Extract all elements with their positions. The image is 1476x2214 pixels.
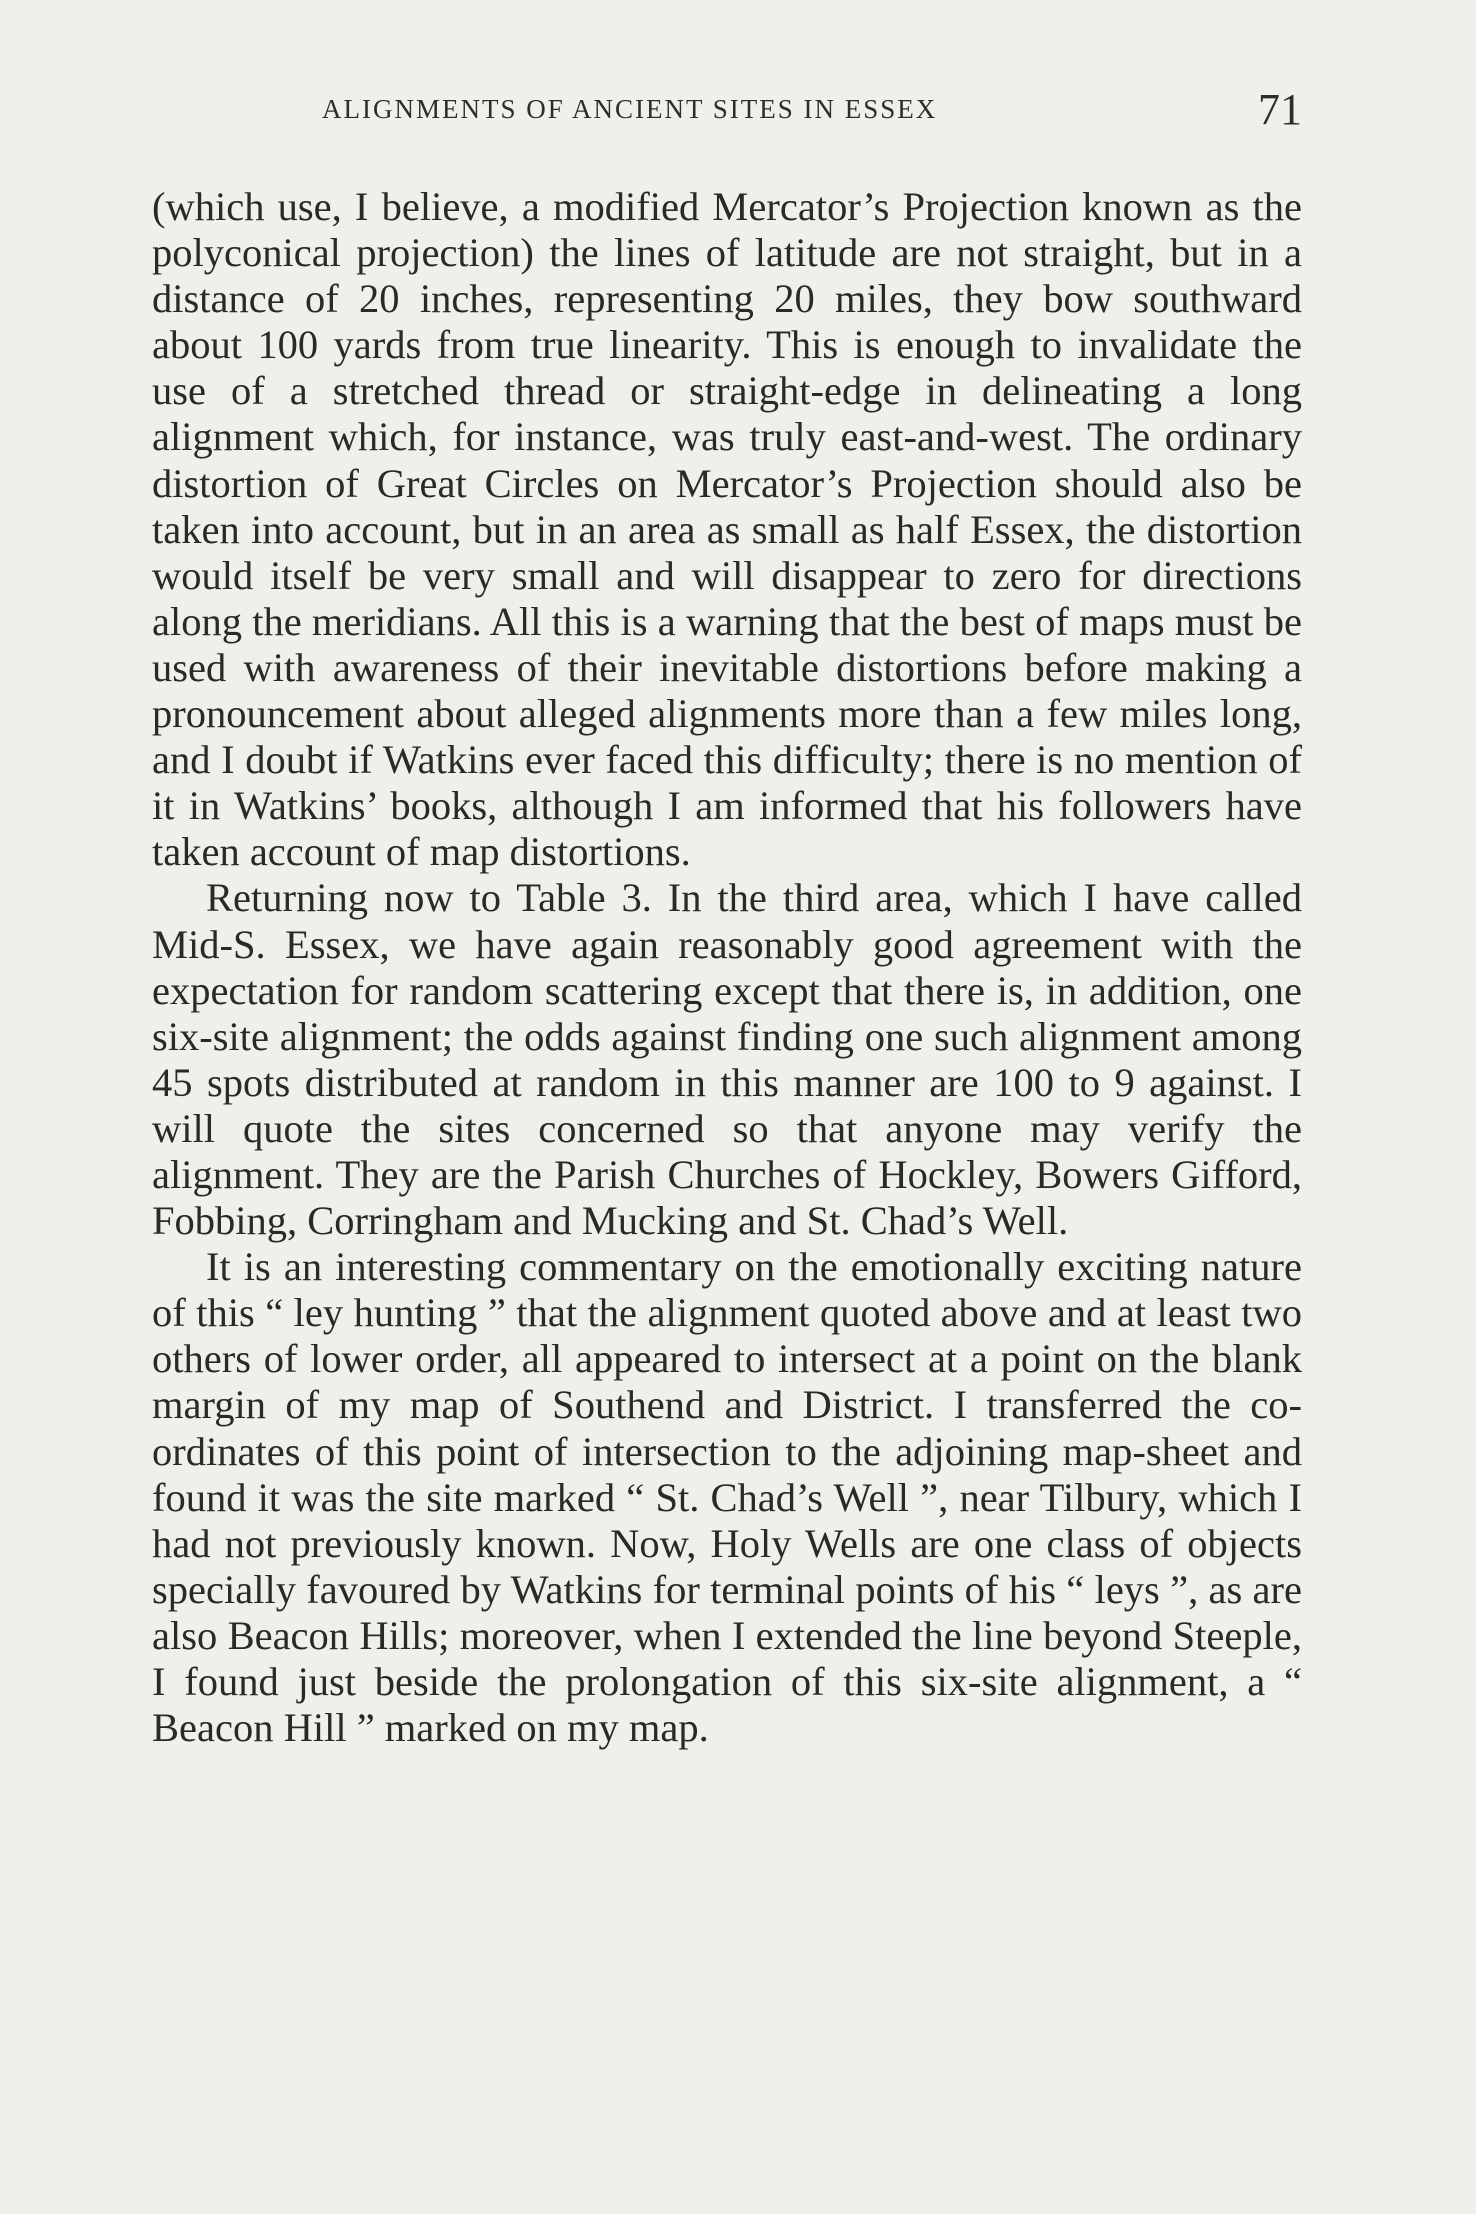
- paragraph-table-3: Returning now to Table 3. In the third area, which I have called Mid-S. Essex, we have again reasonably good agreement with the expectation for random scattering except that there is, in addition, one six-site alignment; the odds against finding one such alignment among 45 spots distributed at random in this manner are 100 to 9 against. I will quote the sites concerned so that anyone may verify the alignment. They are the Parish Churches of Hockley, Bowers Gifford, Fobbing, Corringham and Mucking and St. Chad’s Well.: [152, 875, 1302, 1244]
- running-title: ALIGNMENTS OF ANCIENT SITES IN ESSEX: [322, 94, 938, 124]
- paragraph-ley-hunting: It is an interesting commentary on the emotionally exciting nature of this “ ley hunting ” that the alignment quoted above and at least two others of lower order, all appeared to intersect at a point on the blank margin of my map of Southend and District. I transferred the co-ordinates of this point of intersection to the adjoining map-sheet and found it was the site marked “ St. Chad’s Well ”, near Tilbury, which I had not previously known. Now, Holy Wells are one class of objects specially favoured by Watkins for terminal points of his “ leys ”, as are also Beacon Hills; moreover, when I extended the line beyond Steeple, I found just beside the prolongation of this six-site alignment, a “ Beacon Hill ” marked on my map.: [152, 1244, 1302, 1751]
- paragraph-continuation: (which use, I believe, a modified Mercator’s Projection known as the polyconical projection) the lines of latitude are not straight, but in a distance of 20 inches, representing 20 miles, they bow southward about 100 yards from true linearity. This is enough to invalidate the use of a stretched thread or straight-edge in delineating a long alignment which, for instance, was truly east-and-west. The ordinary distortion of Great Circles on Mercator’s Projection should also be taken into account, but in an area as small as half Essex, the distortion would itself be very small and will disappear to zero for directions along the meridians. All this is a warning that the best of maps must be used with awareness of their inevitable distortions before making a pronouncement about alleged alignments more than a few miles long, and I doubt if Watkins ever faced this difficulty; there is no mention of it in Watkins’ books, although I am informed that his followers have taken account of map distortions.: [152, 184, 1302, 875]
- running-head: [152, 85, 1302, 134]
- body-text: [152, 184, 1302, 1751]
- page-number: 71: [1258, 85, 1302, 134]
